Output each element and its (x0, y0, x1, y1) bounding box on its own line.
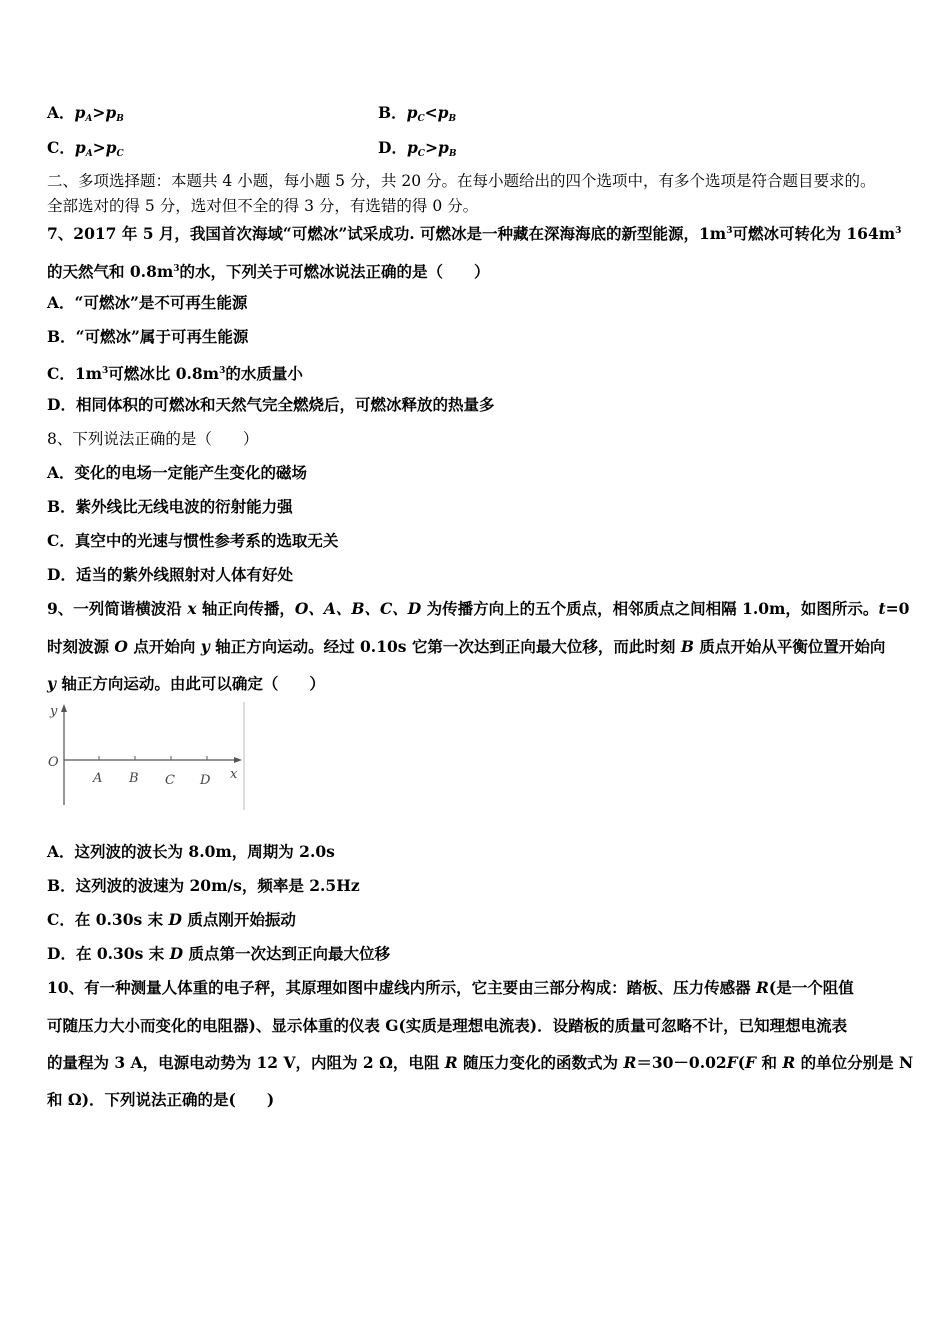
q10-stem-line4: 和 Ω)．下列说法正确的是( ) (47, 1090, 275, 1109)
q7-option-c: C．$1m^3$可燃冰比 $0.8m^3$的水质量小 (47, 364, 303, 383)
q9-stem-line2: 时刻波源 O 点开始向 y 轴正方向运动。经过 0.10s 它第一次达到正向最大位移，而此时刻 B 质点开始从平衡位置开始向 (47, 637, 886, 656)
q9-option-b: B．这列波的波速为 20m/s，频率是 2.5Hz (47, 876, 360, 895)
point-a-label: A (93, 771, 103, 786)
x-axis-arrow (234, 757, 242, 763)
point-b-label: B (129, 771, 139, 786)
q7-stem-line1: 7、2017 年 5 月，我国首次海域“可燃冰”试采成功. 可燃冰是一种藏在深海海底的新型能源，$1m^3$可燃冰可转化为 $164m^3$ (47, 224, 902, 243)
q6-option-a: A．$p_A>p_B$ (47, 103, 124, 124)
wave-axis-diagram (42, 700, 252, 812)
point-d-label: D (200, 773, 211, 788)
q9-option-d: D．在 0.30s 末 D 质点第一次达到正向最大位移 (47, 944, 390, 963)
point-c-label: C (165, 773, 175, 788)
y-label: y (50, 704, 58, 719)
q7-option-a: A．“可燃冰”是不可再生能源 (47, 293, 248, 312)
q8-option-a: A．变化的电场一定能产生变化的磁场 (47, 463, 308, 482)
q8-stem: 8、下列说法正确的是（ ） (47, 430, 259, 448)
q6-option-b: B．$p_C<p_B$ (378, 103, 457, 124)
y-axis-arrow (61, 704, 67, 712)
q8-option-c: C．真空中的光速与惯性参考系的选取无关 (47, 531, 339, 550)
q10-stem-line3: 的量程为 3 A，电源电动势为 12 V，内阻为 2 Ω，电阻 R 随压力变化的函数式为 R＝30－0.02F(F 和 R 的单位分别是 N (47, 1053, 914, 1072)
q10-stem-line1: 10、有一种测量人体重的电子秤，其原理如图中虚线内所示，它主要由三部分构成：踏板、压力传感器 R(是一个阻值 (47, 978, 854, 997)
q7-stem-line2: 的天然气和 $0.8m^3$的水，下列关于可燃冰说法正确的是（ ） (47, 262, 490, 281)
q8-option-d: D．适当的紫外线照射对人体有好处 (47, 565, 293, 584)
q9-option-a: A．这列波的波长为 8.0m，周期为 2.0s (47, 842, 335, 861)
q6-option-d: D．$p_C>p_B$ (378, 138, 457, 159)
section2-heading-line2: 全部选对的得 5 分，选对但不全的得 3 分，有选错的得 0 分。 (47, 197, 479, 215)
q9-stem-line3: y 轴正方向运动。由此可以确定（ ） (47, 674, 325, 693)
q9-option-c: C．在 0.30s 末 D 质点刚开始振动 (47, 910, 296, 929)
q7-option-b: B．“可燃冰”属于可再生能源 (47, 327, 249, 346)
q8-option-b: B．紫外线比无线电波的衍射能力强 (47, 497, 293, 516)
q10-stem-line2: 可随压力大小而变化的电阻器)、显示体重的仪表 G(实质是理想电流表)．设踏板的质量可忽略不计，已知理想电流表 (47, 1016, 848, 1035)
q6-option-c: C．$p_A>p_C$ (47, 138, 124, 159)
origin-label: O (48, 755, 59, 770)
section2-heading-line1: 二、多项选择题：本题共 4 小题，每小题 5 分，共 20 分。在每小题给出的四个选项中，有多个选项是符合题目要求的。 (47, 172, 876, 190)
q9-stem-line1: 9、一列简谐横波沿 x 轴正向传播，O、A、B、C、D 为传播方向上的五个质点，相邻质点之间相隔 1.0m，如图所示。t=0 (47, 599, 910, 618)
x-label: x (230, 767, 238, 782)
q7-option-d: D．相同体积的可燃冰和天然气完全燃烧后，可燃冰释放的热量多 (47, 395, 495, 414)
